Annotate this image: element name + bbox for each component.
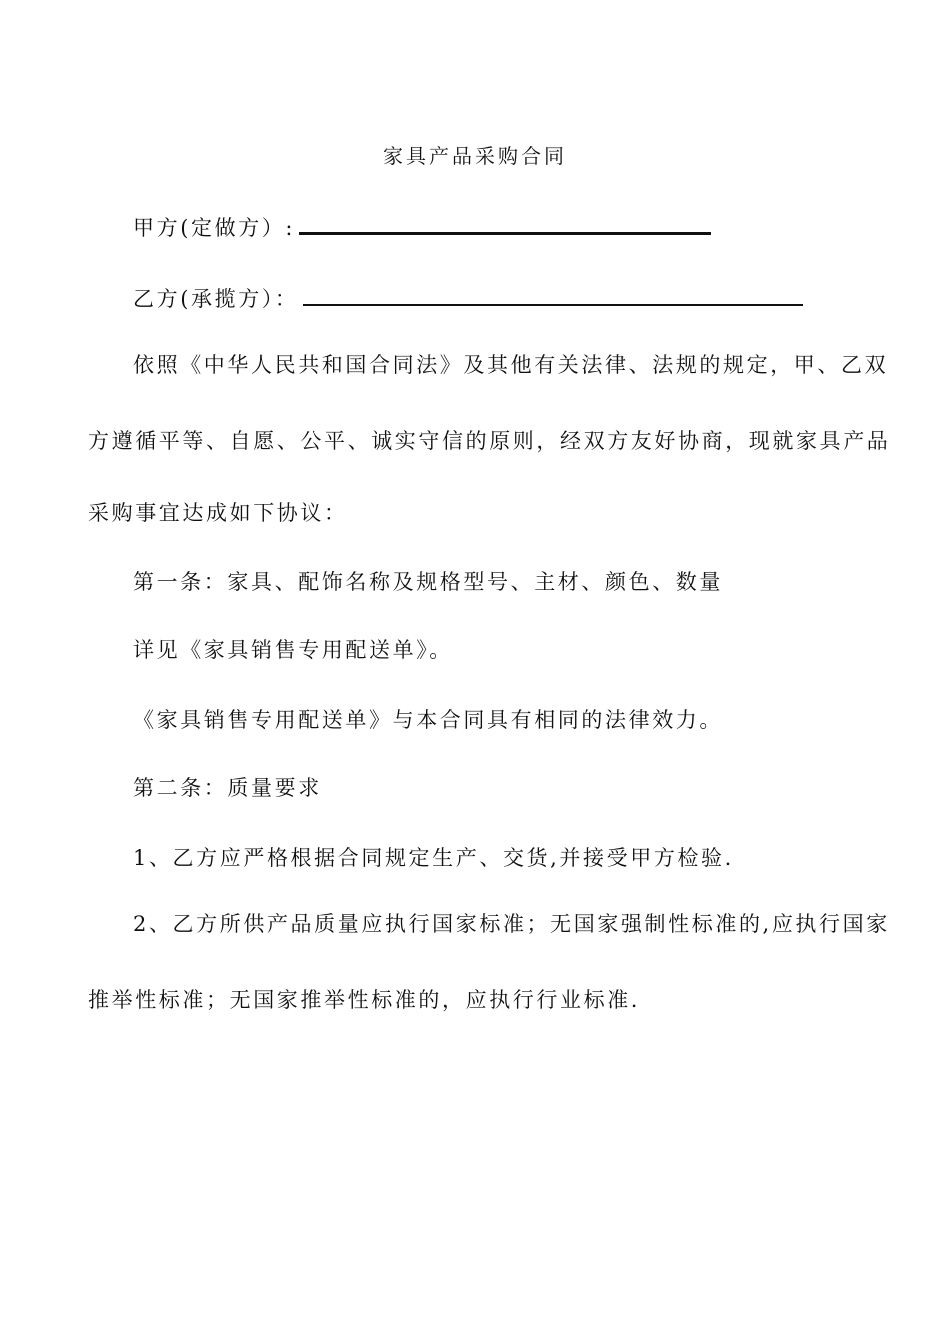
- article-1-line-1: 详见《家具销售专用配送单》。: [133, 638, 453, 662]
- paragraph-1-line-2: 方遵循平等、自愿、公平、诚实守信的原则，经双方友好协商，现就家具产品: [88, 429, 891, 453]
- article-2-item-2-line-2: 推举性标准；无国家推举性标准的，应执行行业标准.: [88, 988, 641, 1012]
- article-1-heading: 第一条：家具、配饰名称及规格型号、主材、颜色、数量: [133, 570, 723, 594]
- article-1-line-2: 《家具销售专用配送单》与本合同具有相同的法律效力。: [133, 708, 723, 732]
- article-2-item-1: 1、乙方应严格根据合同规定生产、交货,并接受甲方检验.: [133, 846, 734, 870]
- party-a-label: 甲方(定做方）:: [133, 216, 296, 240]
- paragraph-1-line-3: 采购事宜达成如下协议：: [88, 501, 348, 525]
- party-b-line: [133, 284, 803, 313]
- party-b-label: 乙方(承揽方）：: [133, 287, 299, 311]
- article-2-heading: 第二条：质量要求: [133, 776, 322, 800]
- party-a-line: [133, 212, 711, 242]
- paragraph-1-line-1: 依照《中华人民共和国合同法》及其他有关法律、法规的规定，甲、乙双: [133, 353, 889, 377]
- document-title: 家具产品采购合同: [383, 144, 567, 168]
- party-a-blank[interactable]: [299, 212, 711, 235]
- article-2-item-2-line-1: 2、乙方所供产品质量应执行国家标准；无国家强制性标准的,应执行国家: [133, 912, 890, 936]
- party-b-blank[interactable]: [303, 284, 803, 306]
